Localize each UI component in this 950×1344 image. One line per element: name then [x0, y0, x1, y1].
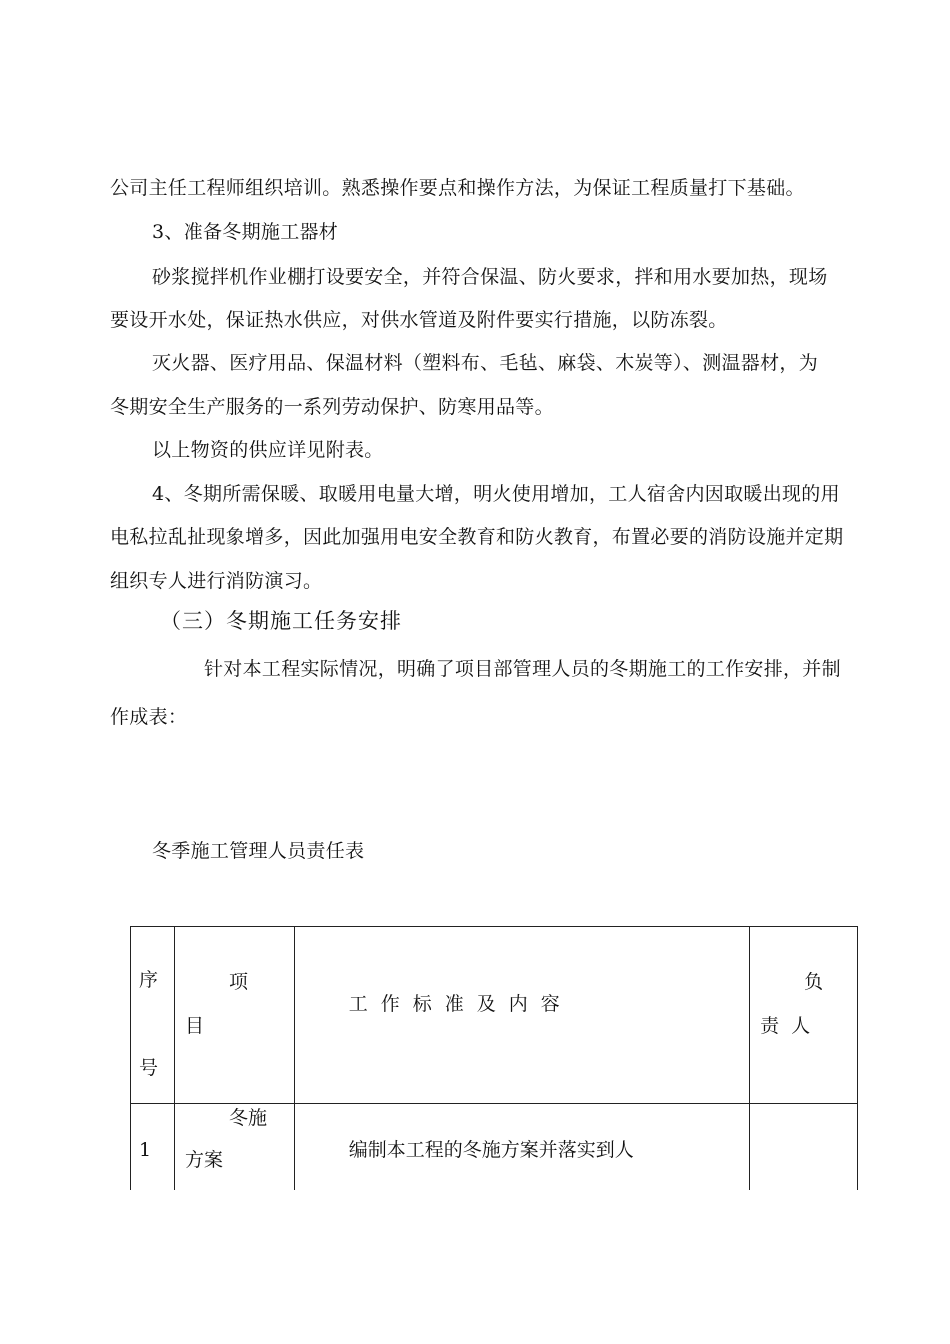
- header-owner-cell: [750, 927, 858, 1104]
- header-owner-bottom: 责人: [760, 1015, 823, 1037]
- row-seq: 1: [139, 1139, 152, 1161]
- header-seq-top: 序: [139, 969, 159, 991]
- table-row: [131, 1104, 858, 1191]
- intro-line: 针对本工程实际情况，明确了项目部管理人员的冬期施工的工作安排，并制: [204, 658, 841, 680]
- table-header-row: [131, 927, 858, 1104]
- responsibility-table: [130, 926, 858, 1190]
- subheading-prepare-equipment: 3、准备冬期施工器材: [152, 221, 339, 243]
- paragraph-line: 4、冬期所需保暖、取暖用电量大增，明火使用增加，工人宿舍内因取暖出现的用: [152, 483, 840, 505]
- paragraph-line: 灭火器、医疗用品、保温材料（塑料布、毛毡、麻袋、木炭等）、测温器材，为: [152, 352, 819, 374]
- paragraph-line: 公司主任工程师组织培训。熟悉操作要点和操作方法，为保证工程质量打下基础。: [110, 177, 805, 199]
- paragraph-line: 冬期安全生产服务的一系列劳动保护、防寒用品等。: [110, 396, 554, 418]
- section-heading: （三）冬期施工任务安排: [160, 609, 402, 633]
- row-item-top: 冬施: [228, 1107, 267, 1129]
- row-item-cell: [174, 1104, 294, 1191]
- intro-line: 作成表：: [110, 706, 188, 728]
- header-content: 工作标准及内容: [348, 993, 573, 1015]
- row-item-bottom: 方案: [184, 1149, 223, 1171]
- paragraph-line: 以上物资的供应详见附表。: [152, 439, 384, 461]
- header-content-cell: [294, 927, 749, 1104]
- row-owner-cell: [750, 1104, 858, 1191]
- paragraph-line: 电私拉乱扯现象增多，因此加强用电安全教育和防火教育，布置必要的消防设施并定期: [110, 526, 844, 548]
- header-owner-top: 负: [804, 971, 824, 993]
- header-seq-cell: [131, 927, 175, 1104]
- paragraph-line: 砂浆搅拌机作业棚打设要安全，并符合保温、防火要求，拌和用水要加热，现场: [152, 266, 828, 288]
- header-item-top: 项: [228, 971, 248, 993]
- paragraph-line: 组织专人进行消防演习。: [110, 570, 323, 592]
- row-content: 编制本工程的冬施方案并落实到人: [348, 1139, 634, 1161]
- paragraph-line: 要设开水处，保证热水供应，对供水管道及附件要实行措施，以防冻裂。: [110, 309, 728, 331]
- row-content-cell: [294, 1104, 749, 1191]
- table-title: 冬季施工管理人员责任表: [152, 840, 365, 862]
- header-item-cell: [174, 927, 294, 1104]
- row-seq-cell: [131, 1104, 175, 1191]
- header-seq-bottom: 号: [139, 1057, 159, 1079]
- header-item-bottom: 目: [184, 1015, 204, 1037]
